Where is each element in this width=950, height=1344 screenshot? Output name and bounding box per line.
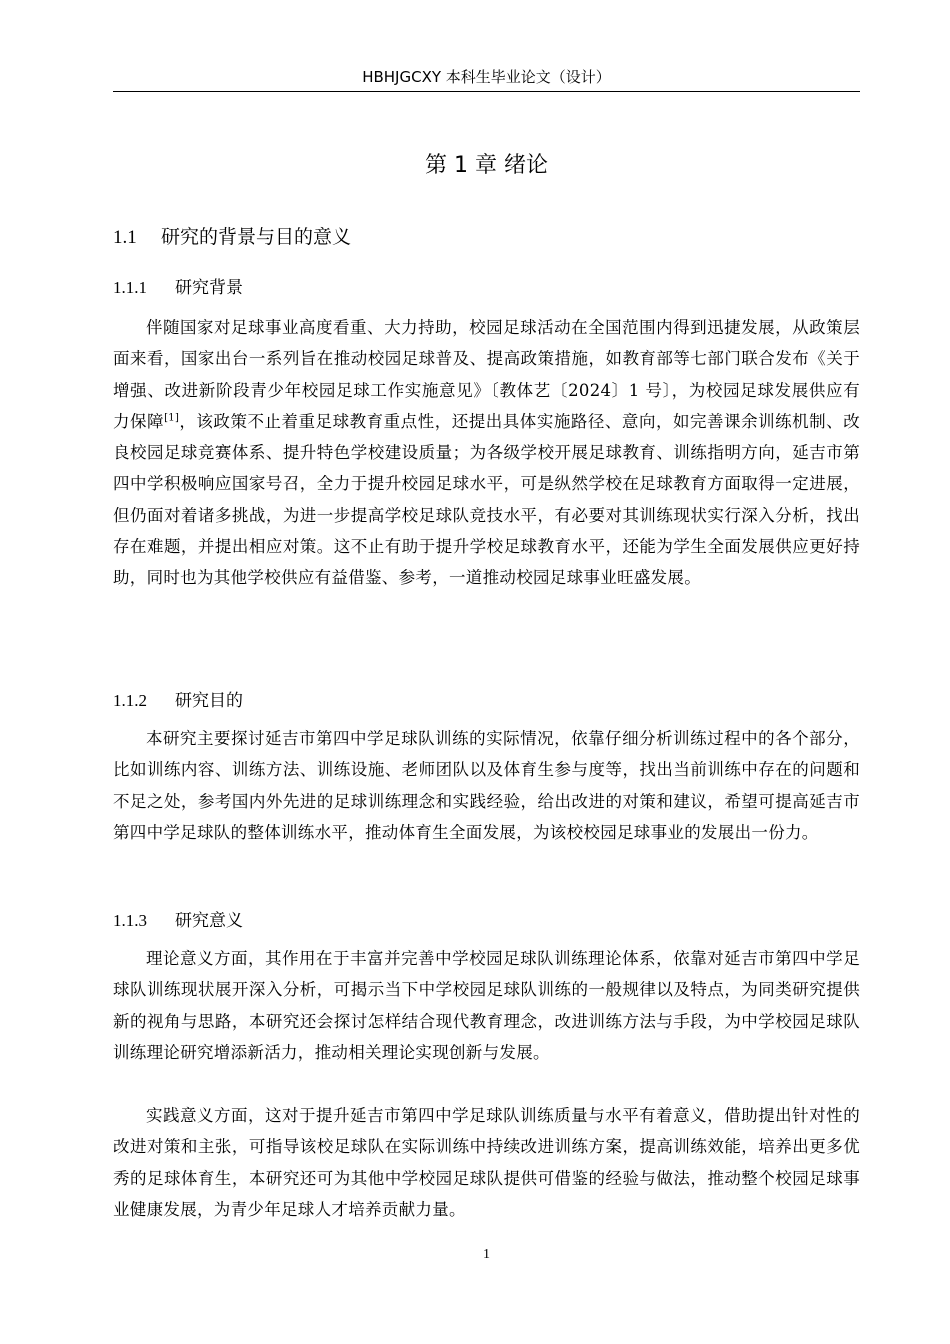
paragraph-practical-significance: 实践意义方面，这对于提升延吉市第四中学足球队训练质量与水平有着意义，借助提出针对性的改进对策和主张，可指导该校足球队在实际训练中持续改进训练方案，提高训练效能，培养出更多优秀的足球体育生，本研究还可为其他中学校园足球队提供可借鉴的经验与做法，推动整个校园足球事业健康发展，为青少年足球人才培养贡献力量。 xyxy=(113,1106,860,1219)
paragraph-research-purpose: 本研究主要探讨延吉市第四中学足球队训练的实际情况，依靠仔细分析训练过程中的各个部分，比如训练内容、训练方法、训练设施、老师团队以及体育生参与度等，找出当前训练中存在的问题和不足之处，参考国内外先进的足球训练理念和实践经验，给出改进的对策和建议，希望可提高延吉市第四中学足球队的整体训练水平，推动体育生全面发展，为该校校园足球事业的发展出一份力。 xyxy=(113,729,860,842)
running-header: HBHJGCXY 本科生毕业论文（设计） xyxy=(113,66,860,92)
chapter-title: 第 1 章 绪论 xyxy=(425,153,548,178)
section-number: 1.1 xyxy=(113,227,137,248)
subsection-number: 1.1.3 xyxy=(113,911,147,930)
subsection-title: 研究背景 xyxy=(175,278,243,298)
subsection-heading-1-1-3 xyxy=(113,906,243,931)
paragraph-text: 伴随国家对足球事业高度看重、大力持助，校园足球活动在全国范围内得到迅捷发展，从政策层面来看，国家出台一系列旨在推动校园足球普及、提高政策措施，如教育部等七部门联合发布《关于增强、改进新阶段青少年校园足球工作实施意见》〔教体艺〔2024〕1 号〕，为校园足球发展供应有力保障 xyxy=(113,318,860,431)
subsection-number: 1.1.2 xyxy=(113,691,147,710)
subsection-heading-1-1-1 xyxy=(113,273,243,298)
subsection-number: 1.1.1 xyxy=(113,278,147,297)
paragraph-text: ，该政策不止着重足球教育重点性，还提出具体实施路径、意向，如完善课余训练机制、改良校园足球竞赛体系、提升特色学校建设质量；为各级学校开展足球教育、训练指明方向，延吉市第四中学积极响应国家号召，全力于提升校园足球水平，可是纵然学校在足球教育方面取得一定进展，但仍面对着诸多挑战，为进一步提高学校足球队竞技水平，有必要对其训练现状实行深入分析，找出存在难题，并提出相应对策。这不止有助于提升学校足球教育水平，还能为学生全面发展供应更好持助，同时也为其他学校供应有益借鉴、参考，一道推动校园足球事业旺盛发展。 xyxy=(113,411,861,588)
page-number: 1 xyxy=(483,1247,490,1262)
subsection-heading-1-1-2 xyxy=(113,686,243,711)
section-title: 研究的背景与目的意义 xyxy=(161,226,352,248)
citation-reference: [1] xyxy=(164,412,180,424)
subsection-title: 研究目的 xyxy=(175,691,243,711)
subsection-title: 研究意义 xyxy=(175,911,243,931)
paragraph-theoretical-significance: 理论意义方面，其作用在于丰富并完善中学校园足球队训练理论体系，依靠对延吉市第四中学足球队训练现状展开深入分析，可揭示当下中学校园足球队训练的一般规律以及特点，为同类研究提供新的视角与思路，本研究还会探讨怎样结合现代教育理念，改进训练方法与手段，为中学校园足球队训练理论研究增添新活力，推动相关理论实现创新与发展。 xyxy=(113,949,860,1062)
section-heading-1-1 xyxy=(113,222,351,249)
paragraph-research-background xyxy=(113,312,860,594)
